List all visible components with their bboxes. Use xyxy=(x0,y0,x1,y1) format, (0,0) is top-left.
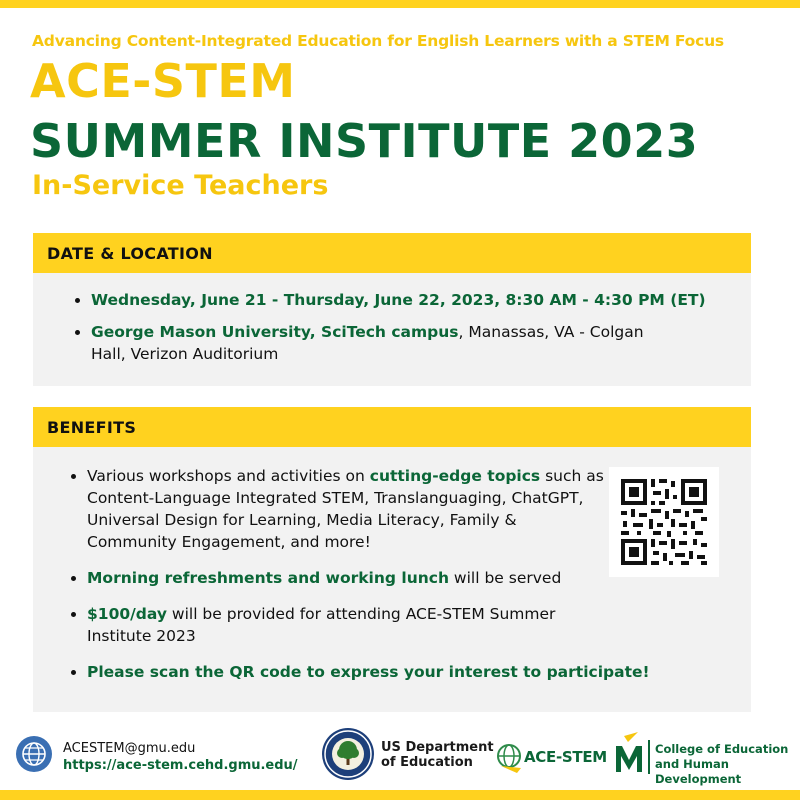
date-text: Wednesday, June 21 - Thursday, June 22, 2023, 8:30 AM - 4:30 PM (ET) xyxy=(91,291,706,309)
ace-stem-logo-text: ACE-STEM xyxy=(524,748,607,766)
contact-block xyxy=(63,740,298,774)
date-location-list xyxy=(33,273,751,365)
department-of-education-seal-icon xyxy=(322,728,374,780)
cehd-text xyxy=(655,742,800,787)
audience-subtitle: In-Service Teachers xyxy=(32,170,329,201)
ed-line-2: of Education xyxy=(381,755,473,770)
benefit-2-rest: will be served xyxy=(449,569,562,587)
benefit-3-highlight: $100/day xyxy=(87,605,167,623)
date-location-panel xyxy=(33,233,751,386)
benefit-3-rest: will be provided for attending ACE-STEM Summer Institute 2023 xyxy=(87,605,556,645)
benefit-1-highlight: cutting-edge topics xyxy=(369,467,541,485)
globe-icon xyxy=(16,736,52,772)
department-of-education-text xyxy=(381,740,494,770)
list-item xyxy=(75,289,739,311)
footer xyxy=(0,718,800,790)
cehd-line-2: and Human Development xyxy=(655,757,742,786)
benefits-heading: BENEFITS xyxy=(33,407,751,447)
title-ace-stem: ACE-STEM xyxy=(30,54,296,108)
location-highlight: George Mason University, SciTech campus xyxy=(91,323,459,341)
qr-code-graphic xyxy=(609,467,719,577)
list-item xyxy=(71,465,607,553)
list-item xyxy=(75,321,739,365)
qr-code-icon[interactable] xyxy=(609,467,719,577)
title-summer-institute: SUMMER INSTITUTE 2023 xyxy=(30,114,699,168)
list-item xyxy=(71,603,597,647)
cehd-divider xyxy=(648,740,650,774)
email-link[interactable]: ACESTEM@gmu.edu xyxy=(63,741,196,756)
benefit-1-rest: such as Content-Language Integrated STEM, Translanguaging, ChatGPT, Universal Design for Learning, Media Literacy, Family & Community Engagement, and more! xyxy=(87,467,604,551)
ed-line-1: US Department xyxy=(381,740,494,755)
benefit-2-highlight: Morning refreshments and working lunch xyxy=(87,569,449,587)
cehd-line-1: College of Education xyxy=(655,742,789,756)
gmu-m-logo-icon xyxy=(614,732,644,776)
benefit-4-scan-qr: Please scan the QR code to express your interest to participate! xyxy=(87,663,650,681)
list-item xyxy=(71,661,739,683)
website-link[interactable]: https://ace-stem.cehd.gmu.edu/ xyxy=(63,758,298,773)
location-text: , Manassas, VA - Colgan Hall, Verizon Auditorium xyxy=(91,323,644,363)
date-location-heading: DATE & LOCATION xyxy=(33,233,751,273)
tagline: Advancing Content-Integrated Education for English Learners with a STEM Focus xyxy=(32,32,724,50)
benefit-1-lead: Various workshops and activities on xyxy=(87,467,370,485)
